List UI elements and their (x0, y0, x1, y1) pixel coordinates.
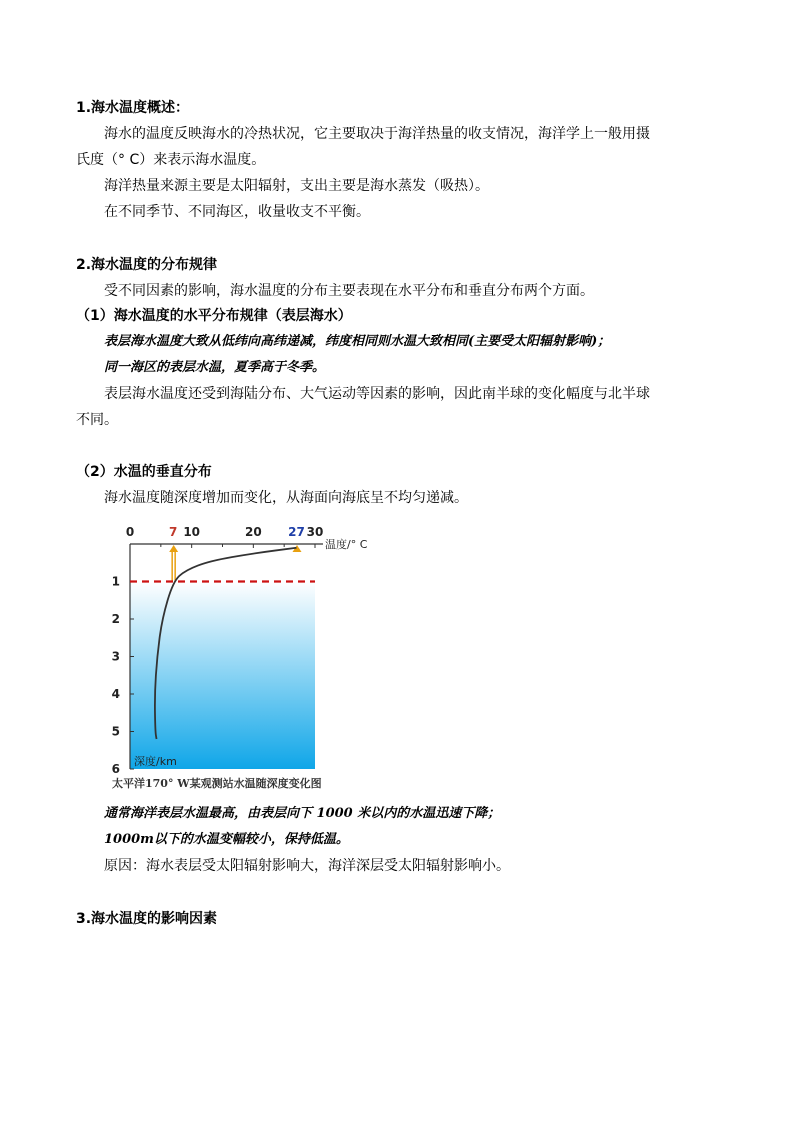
subheading-horizontal: （1）海水温度的水平分布规律（表层海水） (76, 308, 352, 324)
paragraph: 海水温度随深度增加而变化，从海面向海底呈不均匀递减。 (104, 490, 468, 506)
emphasis-text: 同一海区的表层水温，夏季高于冬季。 (104, 360, 326, 375)
y-tick-label: 5 (111, 724, 120, 739)
chart-caption: 太平洋170° W某观测站水温随深度变化图 (112, 777, 322, 790)
x-tick-label: 20 (244, 525, 262, 539)
chart-svg (111, 518, 368, 794)
paragraph: 原因：海水表层受太阳辐射影响大，海洋深层受太阳辐射影响小。 (104, 858, 510, 874)
arrow-head (169, 545, 178, 552)
x-axis-label: 温度/° C (325, 538, 368, 551)
x-tick-label: 10 (183, 525, 201, 539)
y-tick-label: 1 (111, 574, 120, 589)
paragraph: 海洋热量来源主要是太阳辐射，支出主要是海水蒸发（吸热）。 (104, 178, 489, 194)
y-tick-label: 4 (111, 687, 120, 701)
highlight-tick-label: 7 (168, 525, 178, 539)
paragraph: 受不同因素的影响，海水温度的分布主要表现在水平分布和垂直分布两个方面。 (104, 283, 594, 299)
subheading-vertical: （2）水温的垂直分布 (76, 464, 212, 480)
section-1-heading: 1.海水温度概述： (76, 100, 190, 116)
x-tick-label: 0 (125, 525, 135, 539)
emphasis-text: 通常海洋表层水温最高，由表层向下 1000 米以内的水温迅速下降； (104, 806, 501, 821)
paragraph: 氏度（° C）来表示海水温度。 (76, 152, 266, 168)
paragraph: 海水的温度反映海水的冷热状况，它主要取决于海洋热量的收支情况，海洋学上一般用摄 (104, 126, 650, 142)
emphasis-text: 表层海水温度大致从低纬向高纬递减，纬度相同则水温大致相同(主要受太阳辐射影响)； (104, 334, 611, 349)
paragraph: 不同。 (76, 412, 118, 428)
y-tick-label: 6 (111, 762, 120, 776)
emphasis-text: 1000m以下的水温变幅较小，保持低温。 (104, 832, 349, 847)
section-3-heading: 3.海水温度的影响因素 (76, 911, 218, 927)
paragraph: 表层海水温度还受到海陆分布、大气运动等因素的影响，因此南半球的变化幅度与北半球 (104, 386, 650, 402)
paragraph: 在不同季节、不同海区，收量收支不平衡。 (104, 204, 370, 220)
water-background (130, 582, 315, 770)
y-tick-label: 3 (111, 649, 120, 664)
highlight-tick-label: 27 (288, 525, 305, 539)
y-tick-label: 2 (111, 612, 120, 626)
y-axis-label: 深度/km (134, 755, 177, 768)
temperature-depth-chart (111, 518, 368, 794)
x-tick-label: 30 (306, 525, 324, 539)
section-2-heading: 2.海水温度的分布规律 (76, 257, 218, 273)
